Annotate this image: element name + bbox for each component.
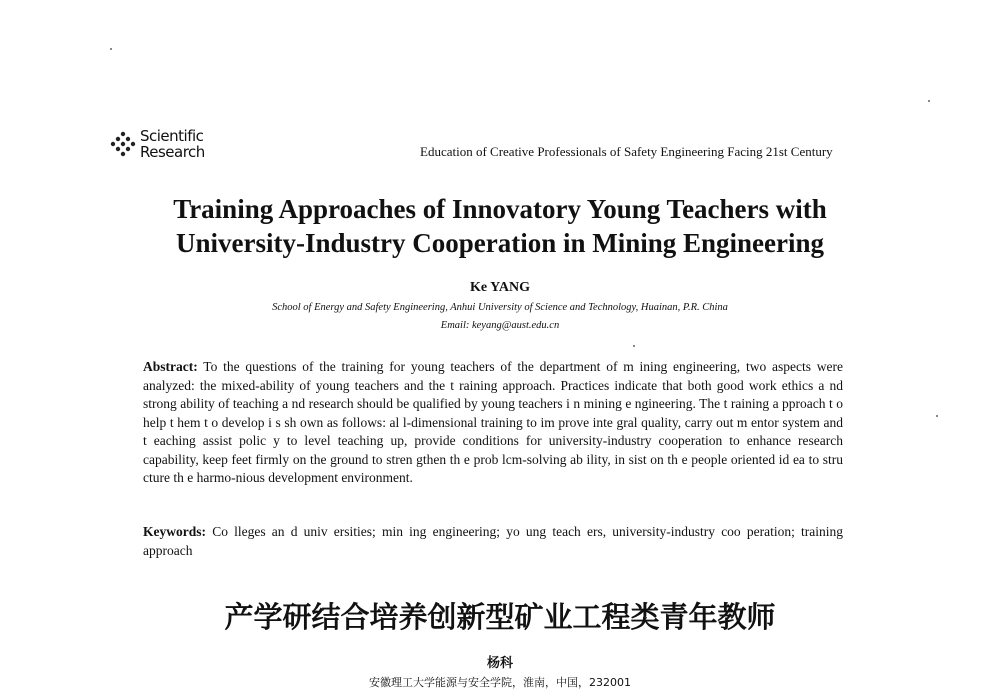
author-name: Ke YANG [469,280,531,295]
keywords-label: Keywords: [143,524,206,539]
logo-line1: Scientific [140,127,204,145]
conference-header: Education of Creative Professionals of Safety Engineering Facing 21st Century [420,144,833,159]
scan-speck [936,415,938,417]
abstract [143,358,843,488]
author-affiliation: School of Energy and Safety Engineering, Anhui University of Science and Technology, Huainan, P.R. China [272,302,728,313]
chinese-affiliation: 安徽理工大学能源与安全学院，淮南，中国，232001 [369,676,631,689]
logo-dots-icon [108,130,138,160]
paper-title [0,192,1000,260]
chinese-title: 产学研结合培养创新型矿业工程类青年教师 [224,600,776,634]
chinese-author: 杨科 [486,656,513,671]
title-line2: University-Industry Cooperation in Mining Engineering [175,228,825,258]
logo-line2: Research [140,143,205,161]
scan-speck [110,48,112,50]
abstract-text: To the questions of the training for young teachers of the department of m ining engineering, two aspects were analyzed: the mixed-ability of young teachers and the t raining approach. Practices indicate that both good work ethics a nd strong ability of teaching a nd research should be qualified by young teachers i n mining e ngineering. The t raining a pproach t o help t hem t o develop i s sh own as follows: al l-dimensional training to im prove inte gral quality, carry out m entor system and t eaching assist polic y to level teaching up, provide conditions for university-industry cooperation to enhance research capability, keep feet firmly on the ground to stren gthen th e prob lcm-solving ab ility, in sist on th e people oriented id ea to stru cture th e harmo-nious development environment. [143,359,843,485]
scan-speck [633,345,635,347]
keywords [143,523,843,560]
author-email: Email: keyang@aust.edu.cn [440,320,560,331]
scientific-research-logo [108,128,218,164]
keywords-text: Co lleges an d univ ersities; min ing engineering; yo ung teach ers, university-industry coo peration; training approach [143,524,844,558]
title-line1: Training Approaches of Innovatory Young Teachers with [173,194,827,224]
abstract-label: Abstract: [143,359,198,374]
scan-speck [928,100,930,102]
